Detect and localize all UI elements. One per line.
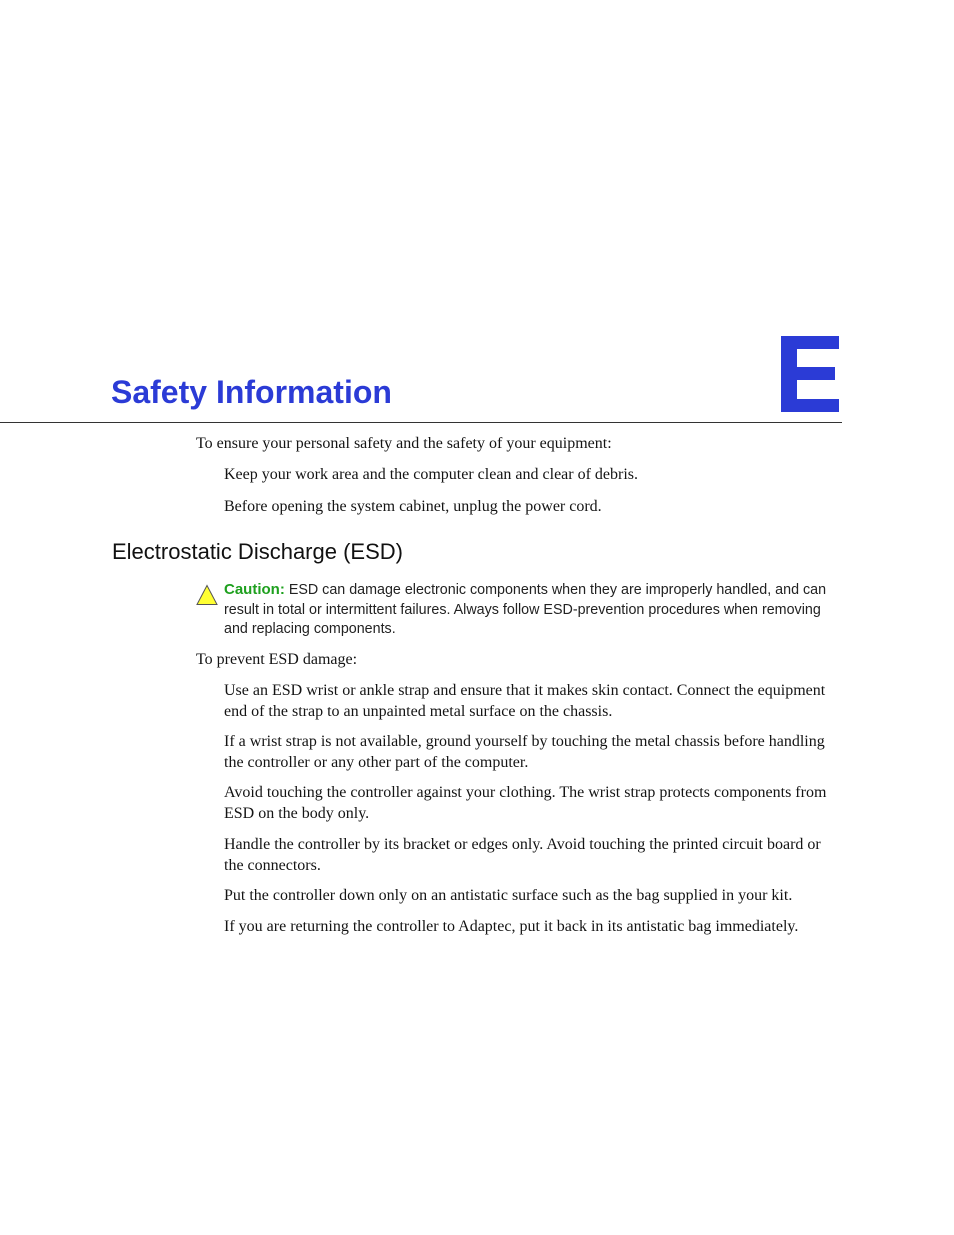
list-item: Avoid touching the controller against your clothing. The wrist strap protects components from ESD on the body only. [224,784,827,822]
esd-lead: To prevent ESD damage: [196,651,358,668]
warning-triangle-icon [196,584,218,606]
title-divider [0,422,842,423]
list-item: Handle the controller by its bracket or edges only. Avoid touching the printed circuit board or the connectors. [224,836,821,874]
list-item: If you are returning the controller to Adaptec, put it back in its antistatic bag immediately. [224,918,799,935]
caution-label: Caution: [224,581,285,598]
page-title: Safety Information [111,374,392,410]
intro-lead: To ensure your personal safety and the safety of your equipment: [196,435,612,452]
list-item: Before opening the system cabinet, unplug the power cord. [224,498,602,515]
list-item: Use an ESD wrist or ankle strap and ensure that it makes skin contact. Connect the equipment end of the strap to an unpainted metal surface on the chassis. [224,682,826,720]
chapter-letter-e [781,336,839,412]
section-heading: Electrostatic Discharge (ESD) [112,539,403,564]
caution-note [224,580,842,640]
caution-text: ESD can damage electronic components when they are improperly handled, and can result in total or intermittent failures. Always follow ESD-prevention procedures when removing and replacing components. [224,582,827,637]
list-item: Put the controller down only on an antistatic surface such as the bag supplied in your kit. [224,887,793,904]
list-item: Keep your work area and the computer clean and clear of debris. [224,466,639,483]
list-item: If a wrist strap is not available, ground yourself by touching the metal chassis before handling the controller or any other part of the computer. [224,733,825,771]
